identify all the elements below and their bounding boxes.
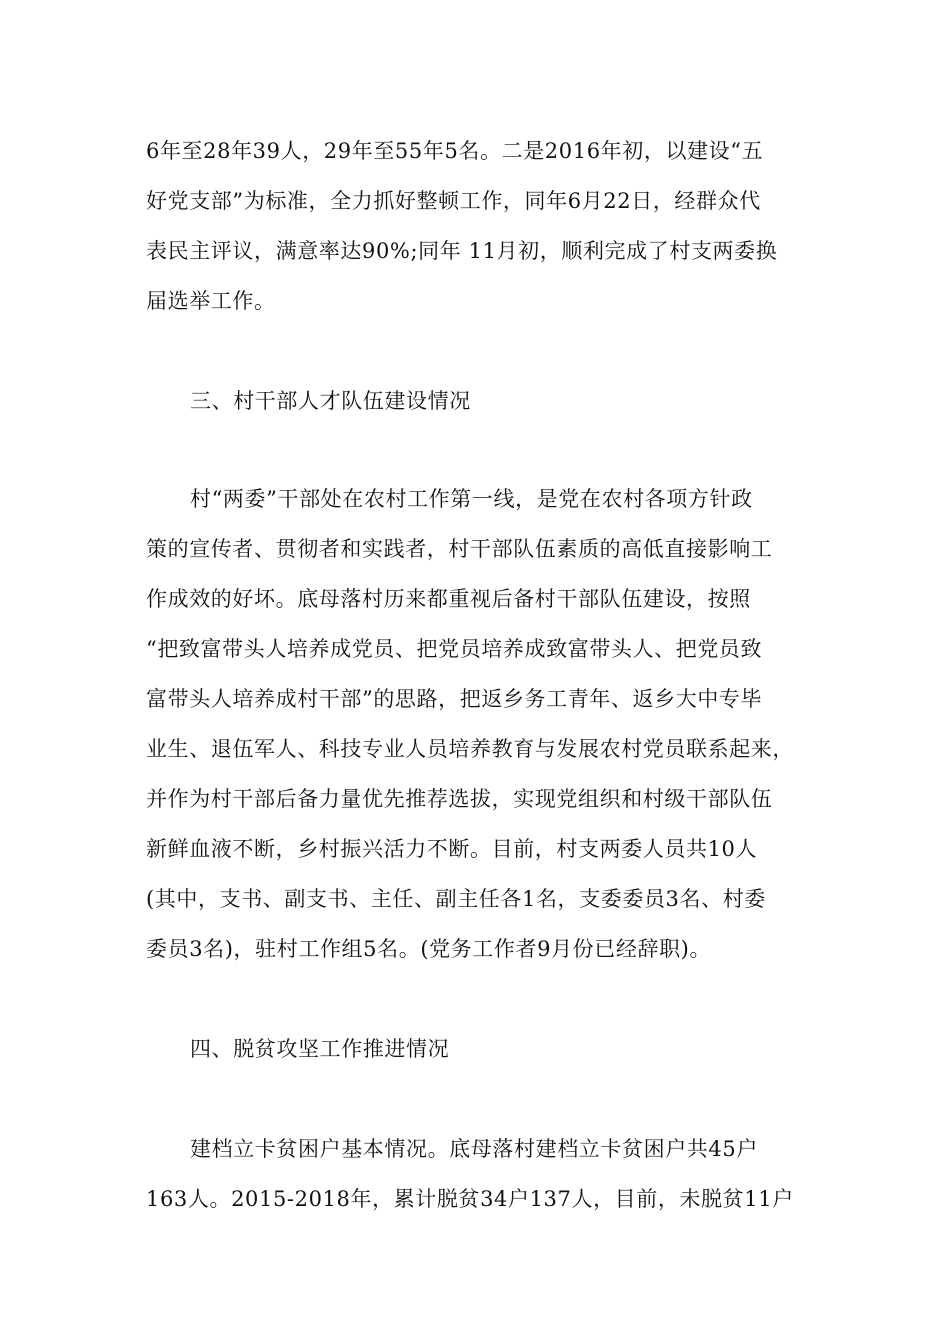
paragraph-2-line-6: 业生、退伍军人、科技专业人员培养教育与发展农村党员联系起来， bbox=[146, 737, 794, 761]
paragraph-2-line-5: 富带头人培养成村干部”的思路，把返乡务工青年、返乡大中专毕 bbox=[146, 687, 763, 711]
paragraph-2-line-1: 村“两委”干部处在农村工作第一线，是党在农村各项方针政 bbox=[190, 487, 753, 511]
paragraph-3-line-2: 163人。2015-2018年，累计脱贫34户137人，目前，未脱贫11户 bbox=[146, 1187, 794, 1211]
paragraph-2-line-4: “把致富带头人培养成党员、把党员培养成致富带头人、把党员致 bbox=[146, 637, 763, 661]
section-heading-4: 四、脱贫攻坚工作推进情况 bbox=[190, 1037, 450, 1061]
paragraph-3-line-1: 建档立卡贫困户基本情况。底母落村建档立卡贫困户共45户 bbox=[190, 1137, 758, 1161]
paragraph-2-line-7: 并作为村干部后备力量优先推荐选拔，实现党组织和村级干部队伍 bbox=[146, 787, 773, 811]
paragraph-2-line-3: 作成效的好坏。底母落村历来都重视后备村干部队伍建设，按照 bbox=[146, 587, 751, 611]
paragraph-1-line-4: 届选举工作。 bbox=[146, 289, 276, 313]
section-heading-3: 三、村干部人才队伍建设情况 bbox=[190, 389, 471, 413]
paragraph-2-line-8: 新鲜血液不断，乡村振兴活力不断。目前，村支两委人员共10人 bbox=[146, 837, 758, 861]
paragraph-1-line-3: 表民主评议，满意率达90%;同年 11月初，顺利完成了村支两委换 bbox=[146, 239, 778, 263]
paragraph-1-line-1: 6年至28年39人，29年至55年5名。二是2016年初，以建设“五 bbox=[146, 139, 764, 163]
paragraph-2-line-2: 策的宣传者、贯彻者和实践者，村干部队伍素质的高低直接影响工 bbox=[146, 537, 773, 561]
paragraph-2-line-10: 委员3名)，驻村工作组5名。(党务工作者9月份已经辞职)。 bbox=[146, 937, 712, 961]
paragraph-2-line-9: (其中，支书、副支书、主任、副主任各1名，支委委员3名、村委 bbox=[146, 887, 766, 911]
paragraph-1-line-2: 好党支部”为标准，全力抓好整顿工作，同年6月22日，经群众代 bbox=[146, 189, 761, 213]
